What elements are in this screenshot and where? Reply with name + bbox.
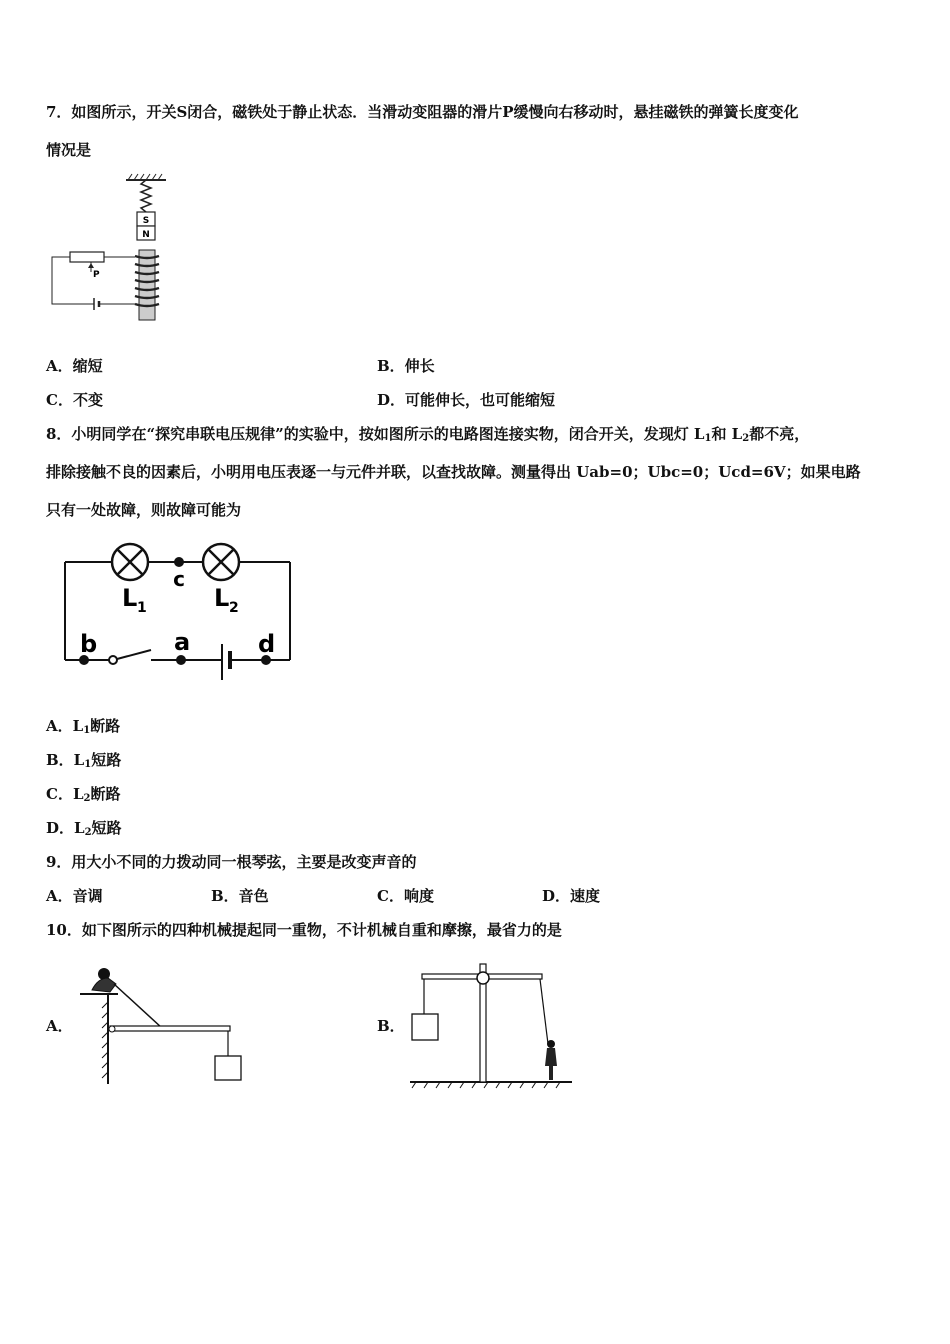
q9-option-a[interactable]: A．音调 [46, 887, 103, 905]
q8-node-b-label: b [80, 630, 98, 658]
q8-lamp2-sub-label: 2 [229, 600, 239, 616]
q8-node-d-label: d [258, 630, 276, 658]
q9-option-c[interactable]: C．响度 [377, 887, 434, 905]
q8-option-b[interactable]: B．$L_1$短路 [46, 751, 122, 770]
q9-option-b[interactable]: B．音色 [211, 887, 269, 905]
q7-magnet-s-label: S [142, 216, 150, 226]
q8-option-c[interactable]: C．$L_2$断路 [46, 785, 121, 804]
q10-option-a[interactable]: A． [46, 1017, 73, 1035]
q7-stem-line2: 情况是 [46, 141, 92, 159]
q8-option-a[interactable]: A．$L_1$断路 [46, 717, 121, 736]
q7-option-d[interactable]: D．可能伸长，也可能缩短 [377, 391, 556, 409]
q9-option-d[interactable]: D．速度 [542, 887, 601, 905]
q10-option-a-figure [74, 964, 254, 1089]
q7-option-c[interactable]: C．不变 [46, 391, 103, 409]
q8-stem-line1: 8．小明同学在“探究串联电压规律”的实验中，按如图所示的电路图连接实物，闭合开关，发现灯 $L_1$和 $L_2$都不亮， [46, 425, 810, 444]
q10-stem: 10．如下图所示的四种机械提起同一重物，不计机械自重和摩擦，最省力的是 [46, 921, 562, 939]
q8-stem-line3: 只有一处故障，则故障可能为 [46, 501, 242, 519]
q8-option-d[interactable]: D．$L_2$短路 [46, 819, 122, 838]
q7-stem-line1: 7．如图所示，开关S闭合，磁铁处于静止状态．当滑动变阻器的滑片P缓慢向右移动时，悬挂磁铁的弹簧长度变化 [46, 103, 799, 121]
q8-node-a-label: a [174, 628, 191, 656]
q7-option-b[interactable]: B．伸长 [377, 357, 435, 375]
q10-option-b[interactable]: B． [377, 1017, 405, 1035]
q9-stem: 9．用大小不同的力拨动同一根琴弦，主要是改变声音的 [46, 853, 417, 871]
q8-node-c-label: c [173, 567, 185, 591]
q7-option-a[interactable]: A．缩短 [46, 357, 103, 375]
q7-figure [46, 172, 176, 322]
q8-lamp2-label: L [214, 584, 230, 612]
q7-magnet-n-label: N [142, 230, 150, 240]
q7-slider-p-label: P [93, 270, 100, 280]
q8-lamp1-label: L [122, 584, 138, 612]
q8-circuit-figure [60, 538, 300, 688]
q8-lamp1-sub-label: 1 [137, 600, 147, 616]
q8-stem-line2: 排除接触不良的因素后，小明用电压表逐一与元件并联，以查找故障。测量得出 Uab=0；Ubc=0；Ucd=6V；如果电路 [46, 463, 861, 481]
q10-option-b-figure [406, 956, 576, 1091]
